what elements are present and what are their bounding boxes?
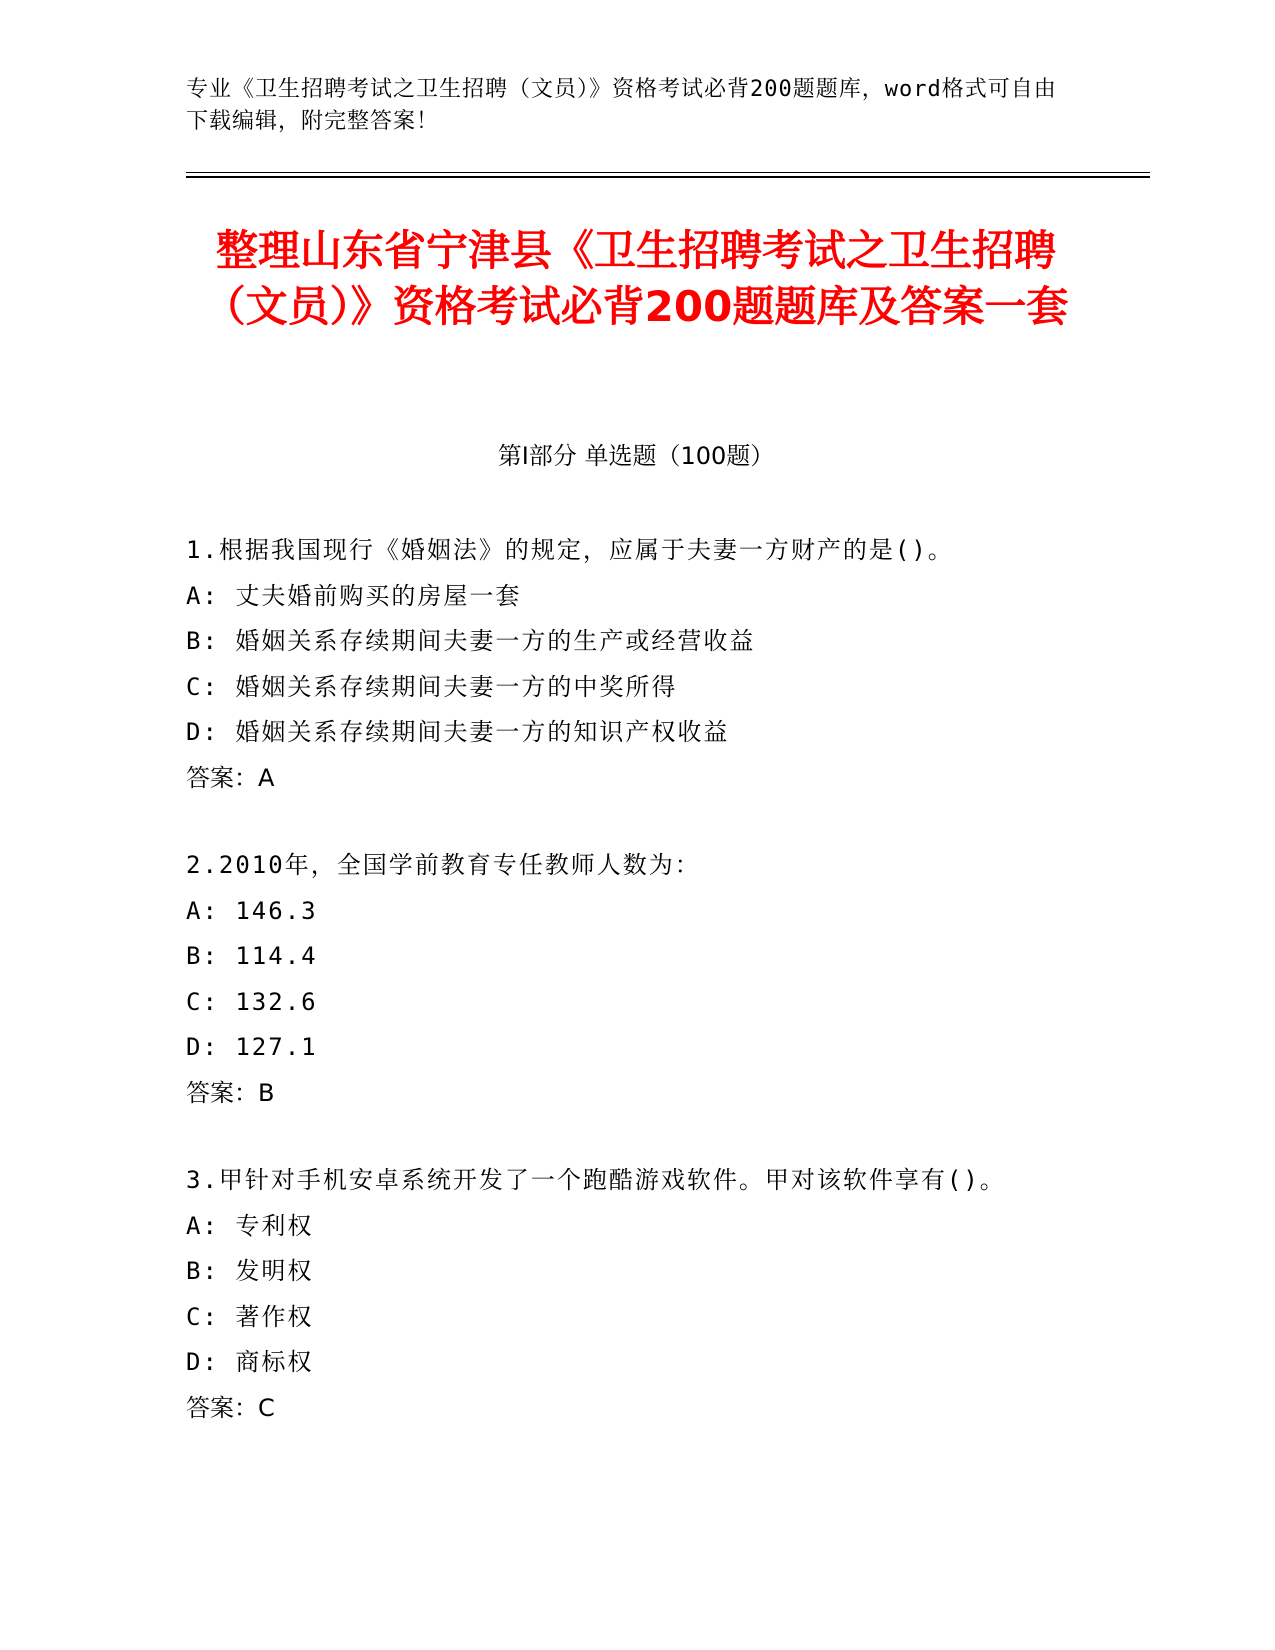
question-item	[186, 528, 1066, 801]
question-item	[186, 1158, 1066, 1431]
option-a: A: 146.3	[186, 896, 318, 925]
document-title: 整理山东省宁津县《卫生招聘考试之卫生招聘（文员）》资格考试必背200题题库及答案一套	[203, 226, 1069, 331]
option-d: D: 婚姻关系存续期间夫妻一方的知识产权收益	[186, 718, 730, 746]
option-b: B: 114.4	[186, 942, 318, 970]
option-b: B: 婚姻关系存续期间夫妻一方的生产或经营收益	[186, 627, 756, 655]
answer: 答案：C	[186, 1393, 275, 1422]
option-c: C: 婚姻关系存续期间夫妻一方的中奖所得	[186, 672, 678, 701]
option-a: A: 专利权	[186, 1211, 314, 1240]
option-d: D: 127.1	[186, 1033, 318, 1061]
option-c: C: 132.6	[186, 987, 318, 1016]
question-stem: 1.根据我国现行《婚姻法》的规定，应属于夫妻一方财产的是()。	[186, 536, 954, 564]
question-stem: 2.2010年，全国学前教育专任教师人数为：	[186, 851, 701, 879]
question-list	[186, 528, 1066, 1473]
option-b: B: 发明权	[186, 1257, 314, 1285]
option-a: A: 丈夫婚前购买的房屋一套	[186, 581, 522, 610]
header-divider-thin	[186, 172, 1150, 173]
header-note: 专业《卫生招聘考试之卫生招聘（文员）》资格考试必背200题题库，word格式可自由下载编辑，附完整答案！	[186, 77, 1057, 134]
option-c: C: 著作权	[186, 1302, 314, 1331]
option-d: D: 商标权	[186, 1348, 314, 1376]
question-item	[186, 843, 1066, 1116]
answer: 答案：B	[186, 1078, 275, 1107]
answer: 答案：A	[186, 763, 275, 792]
section-heading: 第I部分 单选题（100题）	[497, 442, 775, 470]
header-divider-thick	[186, 176, 1150, 178]
question-stem: 3.甲针对手机安卓系统开发了一个跑酷游戏软件。甲对该软件享有()。	[186, 1166, 1006, 1194]
